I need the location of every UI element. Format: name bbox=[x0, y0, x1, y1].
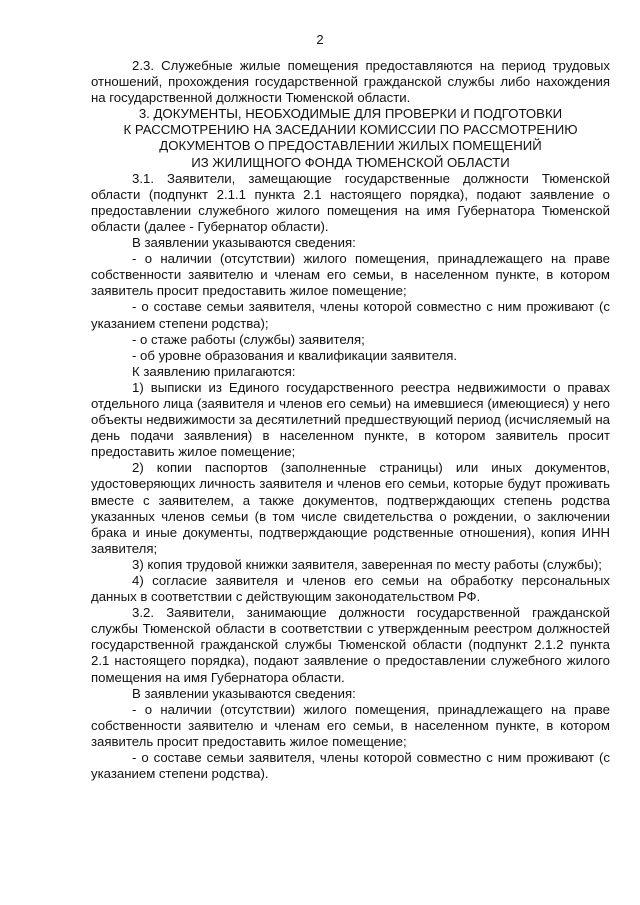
list-item: - о наличии (отсутствии) жилого помещения, принадлежащего на праве собственности заявителю и членам его семьи, в населенном пункте, в котором заявитель просит предоставить жилое помещение; bbox=[91, 701, 610, 749]
paragraph-2-3: 2.3. Служебные жилые помещения предоставляются на период трудовых отношений, прохождения государственной гражданской службы либо нахождения на государственной должности Тюменской области. bbox=[91, 58, 610, 106]
list-item: - о наличии (отсутствии) жилого помещения, принадлежащего на праве собственности заявителю и членам его семьи, в населенном пункте, в котором заявитель просит предоставить жилое помещение; bbox=[91, 251, 610, 299]
heading-line: К РАССМОТРЕНИЮ НА ЗАСЕДАНИИ КОМИССИИ ПО РАССМОТРЕНИЮ bbox=[123, 122, 578, 138]
paragraph-attachments-intro: К заявлению прилагаются: bbox=[132, 363, 296, 379]
heading-line: ИЗ ЖИЛИЩНОГО ФОНДА ТЮМЕНСКОЙ ОБЛАСТИ bbox=[191, 154, 510, 170]
list-item: - о стаже работы (службы) заявителя; bbox=[132, 331, 365, 347]
page-number: 2 bbox=[316, 32, 324, 47]
paragraph-3-1: 3.1. Заявители, замещающие государственные должности Тюменской области (подпункт 2.1.1 пункта 2.1 настоящего порядка), подают заявление о предоставлении служебного жилого помещения на имя Губернатора Тюменской области (далее - Губернатор области). bbox=[91, 170, 610, 234]
document-body bbox=[91, 58, 610, 782]
paragraph-3-2: 3.2. Заявители, занимающие должности государственной гражданской службы Тюменской области в соответствии с утвержденным реестром должностей государственной гражданской службы Тюменской области (подпункт 2.1.2 пункта 2.1 настоящего порядка), подают заявление о предоставлении служебного жилого помещения на имя Губернатора области. bbox=[91, 605, 610, 685]
list-item: - о составе семьи заявителя, члены которой совместно с ним проживают (с указанием степени родства). bbox=[91, 750, 610, 782]
paragraph-statement-intro: В заявлении указываются сведения: bbox=[132, 235, 356, 251]
list-item: - об уровне образования и квалификации заявителя. bbox=[132, 347, 458, 363]
list-item: 2) копии паспортов (заполненные страницы) или иных документов, удостоверяющих личность заявителя и членов его семьи, которые будут проживать вместе с заявителем, а также документов, подтверждающих степень родства указанных членов семьи (в том числе свидетельства о рождении, о заключении брака и иные документы, подтверждающие родственные отношения), копия ИНН заявителя; bbox=[91, 460, 610, 556]
paragraph-statement-intro: В заявлении указываются сведения: bbox=[132, 685, 356, 701]
section-heading-3 bbox=[91, 106, 610, 170]
list-item: 1) выписки из Единого государственного реестра недвижимости о правах отдельного лица (заявителя и членов его семьи) на имевшиеся (имеющиеся) у него объекты недвижимости за десятилетний предшествующий период (исчисляемый на день подачи заявления) в населенном пункте, в котором заявитель просит предоставить жилое помещение; bbox=[91, 379, 610, 460]
list-item: 3) копия трудовой книжки заявителя, заверенная по месту работы (службы); bbox=[132, 556, 602, 572]
heading-line: ДОКУМЕНТОВ О ПРЕДОСТАВЛЕНИИ ЖИЛЫХ ПОМЕЩЕНИЙ bbox=[159, 138, 542, 154]
list-item: 4) согласие заявителя и членов его семьи на обработку персональных данных в соответствии с действующим законодательством РФ. bbox=[91, 573, 610, 605]
list-item: - о составе семьи заявителя, члены которой совместно с ним проживают (с указанием степени родства); bbox=[91, 299, 610, 331]
heading-line: 3. ДОКУМЕНТЫ, НЕОБХОДИМЫЕ ДЛЯ ПРОВЕРКИ И ПОДГОТОВКИ bbox=[138, 106, 563, 122]
